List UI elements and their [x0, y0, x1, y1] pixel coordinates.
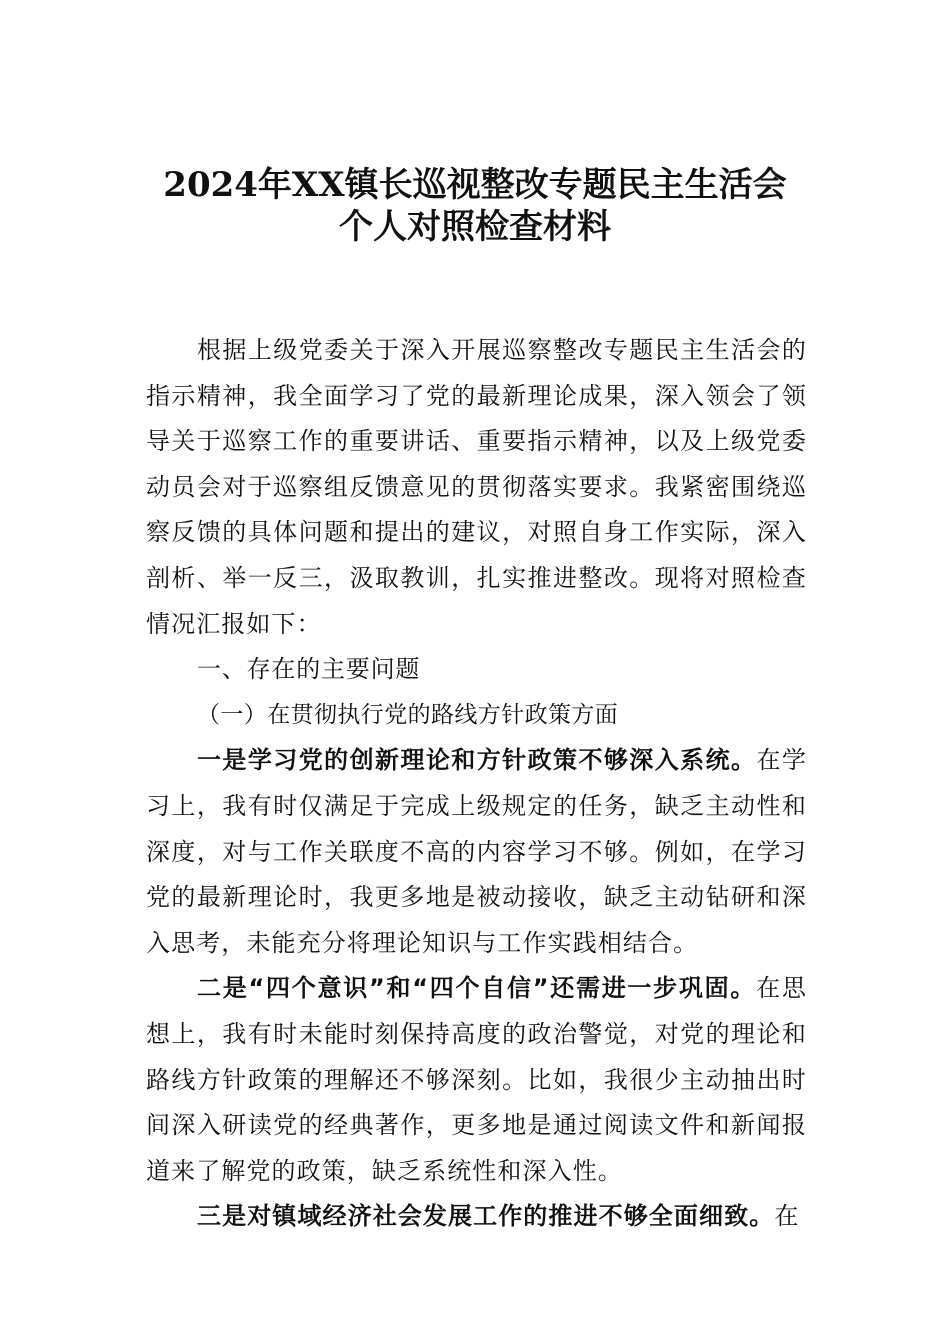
document-title-line-2: 个人对照检查材料: [339, 207, 611, 247]
problem-item-2-lead: 二是“四个意识”和“四个自信”还需进一步巩固。: [197, 974, 757, 1003]
problem-item-2: [146, 966, 807, 1194]
subsection-heading: （一）在贯彻执行党的路线方针政策方面: [197, 701, 619, 728]
problem-item-1-lead: 一是学习党的创新理论和方针政策不够深入系统。: [197, 746, 757, 775]
document-title-line-1: 2024年XX镇长巡视整改专题民主生活会: [163, 165, 787, 205]
intro-paragraph: 根据上级党委关于深入开展巡察整改专题民主生活会的指示精神，我全面学习了党的最新理论成果，深入领会了领导关于巡察工作的重要讲话、重要指示精神，以及上级党委动员会对于巡察组反馈意见的贯彻落实要求。我紧密围绕巡察反馈的具体问题和提出的建议，对照自身工作实际，深入剖析、举一反三，汲取教训，扎实推进整改。现将对照检查情况汇报如下：: [146, 336, 807, 638]
problem-item-1-text: 在学习上，我有时仅满足于完成上级规定的任务，缺乏主动性和深度，对与工作关联度不高的内容学习不够。例如，在学习党的最新理论时，我更多地是被动接收，缺乏主动钻研和深入思考，未能充分将理论知识与工作实践相结合。: [146, 746, 807, 957]
document-body: [146, 328, 807, 1240]
problem-item-3-text: 在: [774, 1202, 800, 1231]
problem-item-3-lead: 三是对镇域经济社会发展工作的推进不够全面细致。: [197, 1202, 775, 1231]
section-heading: 一、存在的主要问题: [197, 655, 421, 684]
problem-item-2-text: 在思想上，我有时未能时刻保持高度的政治警觉，对党的理论和路线方针政策的理解还不够深刻。比如，我很少主动抽出时间深入研读党的经典著作，更多地是通过阅读文件和新闻报道来了解党的政策，缺乏系统性和深入性。: [146, 974, 807, 1185]
problem-item-3: [146, 1194, 807, 1240]
problem-item-1: [146, 738, 807, 966]
